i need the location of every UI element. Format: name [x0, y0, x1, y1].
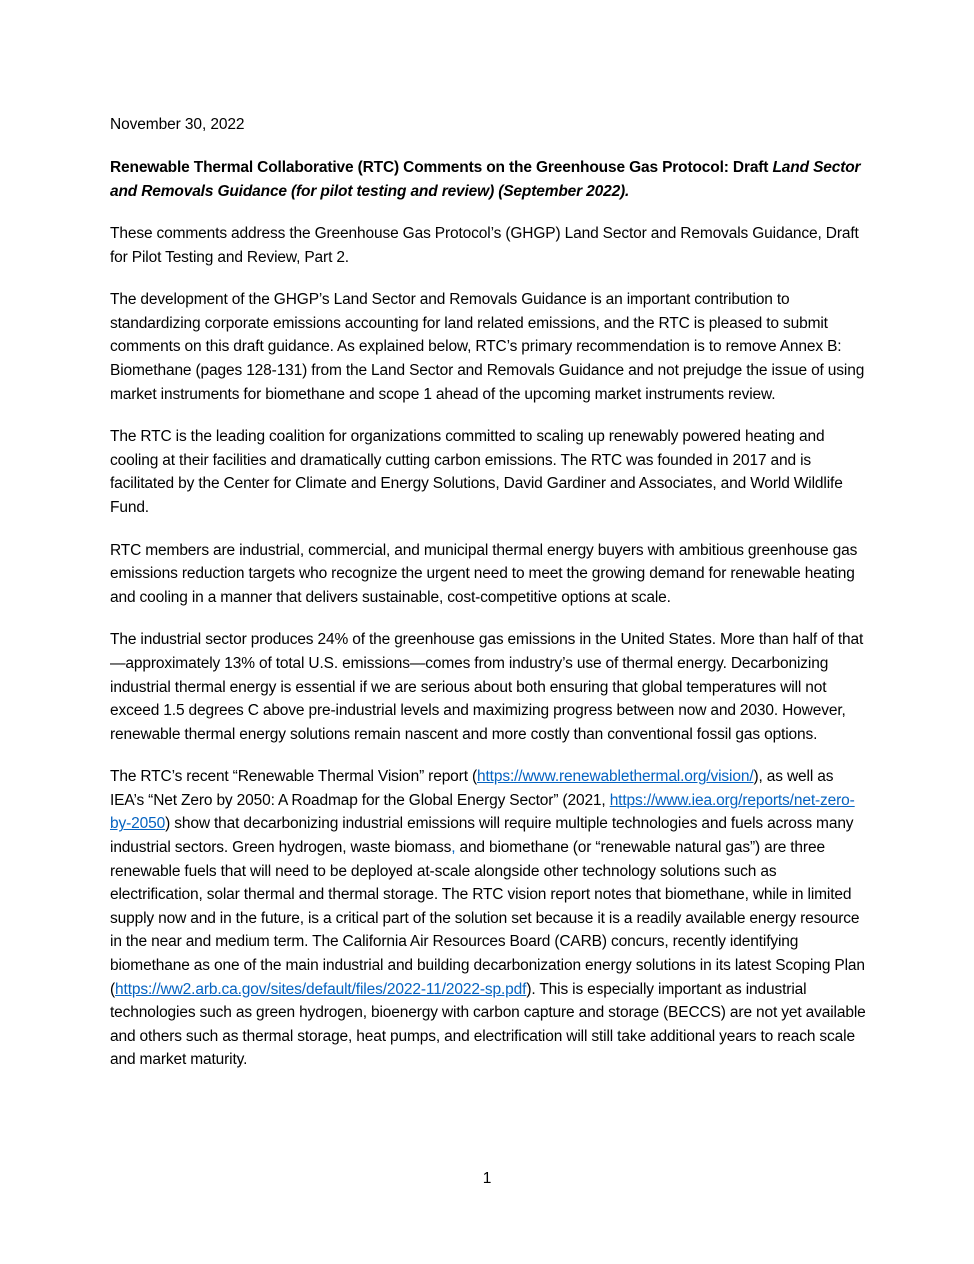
document-body: [110, 114, 867, 1072]
paragraph-industrial-sector: The industrial sector produces 24% of the greenhouse gas emissions in the United States. More than half of that—approximately 13% of total U.S. emissions—comes from industry’s use of thermal energy. Decarbonizing industrial thermal energy is essential if we are serious about both ensuring that global temperatures will not exceed 1.5 degrees C above pre-industrial levels and maximizing progress between now and 2030. However, renewable thermal energy solutions remain nascent and more costly than conventional fossil gas options.: [110, 631, 864, 743]
paragraph-segment-5: ). This is especially important as industrial technologies such as green hydrogen, bioenergy with carbon capture and storage (BECCS) are not yet available and others such as thermal storage, heat pumps, and electrification will still take additional years to reach scale and market maturity.: [110, 980, 866, 1069]
heading-regular-part: Renewable Thermal Collaborative (RTC) Comments on the Greenhouse Gas Protocol: Draft: [110, 159, 773, 176]
link-trailing-comma[interactable]: ,: [451, 839, 456, 857]
link-iea-net-zero-2050[interactable]: https://www.iea.org/reports/net-zero-by-2050: [110, 791, 855, 833]
paragraph-segment-2: ), as well as IEA’s “Net Zero by 2050: A Roadmap for the Global Energy Sector” (2021,: [110, 768, 834, 809]
paragraph-rtc-coalition: The RTC is the leading coalition for organizations committed to scaling up renewably powered heating and cooling at their facilities and dramatically cutting carbon emissions. The RTC was founded in 2017 and is facilitated by the Center for Climate and Energy Solutions, David Gardiner and Associates, and World Wildlife Fund.: [110, 428, 843, 516]
paragraph-segment-1: The RTC’s recent “Renewable Thermal Vision” report (: [110, 768, 477, 786]
paragraph-segment-3: ) show that decarbonizing industrial emissions will require multiple technologies and fuels across many industrial sectors. Green hydrogen, waste biomass: [110, 815, 854, 857]
paragraph-intro: These comments address the Greenhouse Gas Protocol’s (GHGP) Land Sector and Removals Guidance, Draft for Pilot Testing and Review, Part 2.: [110, 225, 859, 266]
page-number: 1: [482, 1170, 492, 1187]
document-date: November 30, 2022: [110, 116, 245, 133]
paragraph-segment-4: and biomethane (or “renewable natural gas”) are three renewable fuels that will need to be deployed at-scale alongside other technology solutions such as electrification, solar thermal and thermal storage. The RTC vision report notes that biomethane, while in limited supply now and in the future, is a critical part of the solution set because it is a readily available energy resource in the near and medium term. The California Air Resources Board (CARB) concurs, recently identifying biomethane as one of the main industrial and building decarbonization energy solutions in its latest Scoping Plan (: [110, 839, 865, 998]
document-heading: [110, 156, 867, 203]
link-carb-scoping-plan[interactable]: https://ww2.arb.ca.gov/sites/default/files/2022-11/2022-sp.pdf: [115, 980, 527, 998]
heading-italic-part: Land Sector and Removals Guidance (for pilot testing and review) (September 2022).: [110, 159, 861, 200]
paragraph-development: The development of the GHGP’s Land Sector and Removals Guidance is an important contribution to standardizing corporate emissions accounting for land related emissions, and the RTC is pleased to submit comments on this draft guidance. As explained below, RTC’s primary recommendation is to remove Annex B: Biomethane (pages 128-131) from the Land Sector and Removals Guidance and not prejudge the issue of using market instruments for biomethane and scope 1 ahead of the upcoming market instruments review.: [110, 291, 865, 403]
paragraph-rtc-members: RTC members are industrial, commercial, and municipal thermal energy buyers with ambitious greenhouse gas emissions reduction targets who recognize the urgent need to meet the growing demand for renewable heating and cooling in a manner that delivers sustainable, cost-competitive options at scale.: [110, 541, 858, 606]
paragraph-vision-report: [110, 765, 867, 1072]
link-renewable-thermal-vision[interactable]: https://www.renewablethermal.org/vision/: [477, 768, 754, 786]
